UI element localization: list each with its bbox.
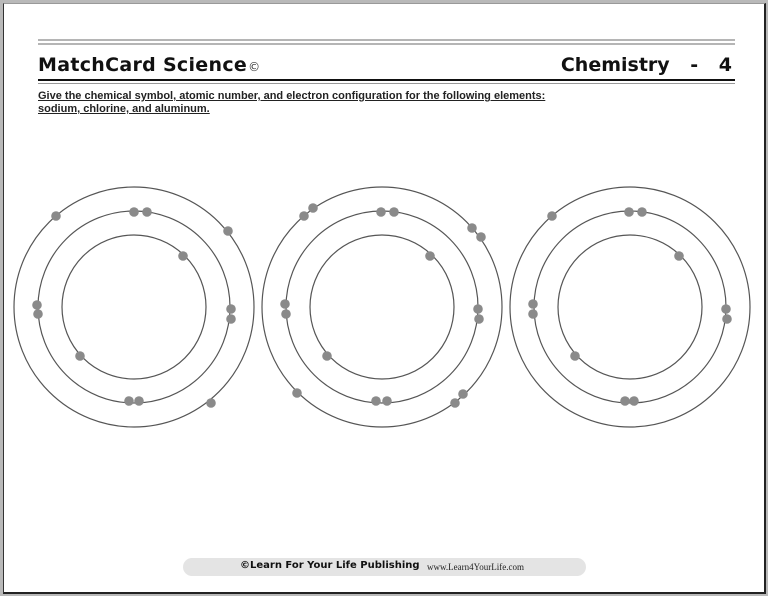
electron-dot — [281, 309, 291, 319]
electron-dot — [142, 207, 152, 217]
electron-dot — [223, 226, 233, 236]
copyright-icon: © — [248, 60, 261, 74]
bohr-model-2 — [262, 187, 502, 427]
electron-dot — [722, 314, 732, 324]
electron-dot — [75, 351, 85, 361]
electron-dot — [474, 314, 484, 324]
electron-dot — [620, 396, 630, 406]
electron-dot — [292, 388, 302, 398]
title-text: MatchCard Science — [38, 54, 248, 76]
electron-dot — [570, 351, 580, 361]
electron-dot — [624, 207, 634, 217]
electron-dot — [129, 207, 139, 217]
electron-dot — [178, 251, 188, 261]
electron-dot — [32, 300, 42, 310]
electron-dot — [299, 211, 309, 221]
electron-dot — [389, 207, 399, 217]
electron-dot — [425, 251, 435, 261]
electron-dot — [134, 396, 144, 406]
electron-dot — [206, 398, 216, 408]
electron-dot — [721, 304, 731, 314]
electron-shell-2 — [534, 211, 726, 403]
electron-dot — [51, 211, 61, 221]
electron-dot — [376, 207, 386, 217]
electron-dot — [528, 299, 538, 309]
electron-dot — [476, 232, 486, 242]
bohr-model-3 — [510, 187, 750, 427]
electron-dot — [637, 207, 647, 217]
electron-dot — [458, 389, 468, 399]
electron-dot — [308, 203, 318, 213]
electron-dot — [473, 304, 483, 314]
worksheet-subject: Chemistry - 4 — [560, 54, 732, 76]
electron-dot — [547, 211, 557, 221]
electron-shell-3 — [510, 187, 750, 427]
electron-dot — [528, 309, 538, 319]
electron-shell-2 — [38, 211, 230, 403]
electron-dot — [674, 251, 684, 261]
electron-dot — [371, 396, 381, 406]
electron-dot — [124, 396, 134, 406]
bohr-model-1 — [14, 187, 254, 427]
instructions-line-1: Give the chemical symbol, atomic number, and electron configuration for the following elements: — [38, 90, 546, 102]
electron-dot — [322, 351, 332, 361]
electron-dot — [382, 396, 392, 406]
electron-shell-2 — [286, 211, 478, 403]
electron-dot — [467, 223, 477, 233]
electron-dot — [450, 398, 460, 408]
electron-dot — [33, 309, 43, 319]
electron-dot — [629, 396, 639, 406]
publisher-text: ©Learn For Your Life Publishing — [240, 560, 420, 571]
publisher-url: www.Learn4YourLife.com — [427, 562, 524, 572]
instructions-line-2: sodium, chlorine, and aluminum. — [38, 103, 210, 115]
electron-dot — [226, 314, 236, 324]
electron-dot — [226, 304, 236, 314]
electron-dot — [280, 299, 290, 309]
electron-shell-3 — [14, 187, 254, 427]
